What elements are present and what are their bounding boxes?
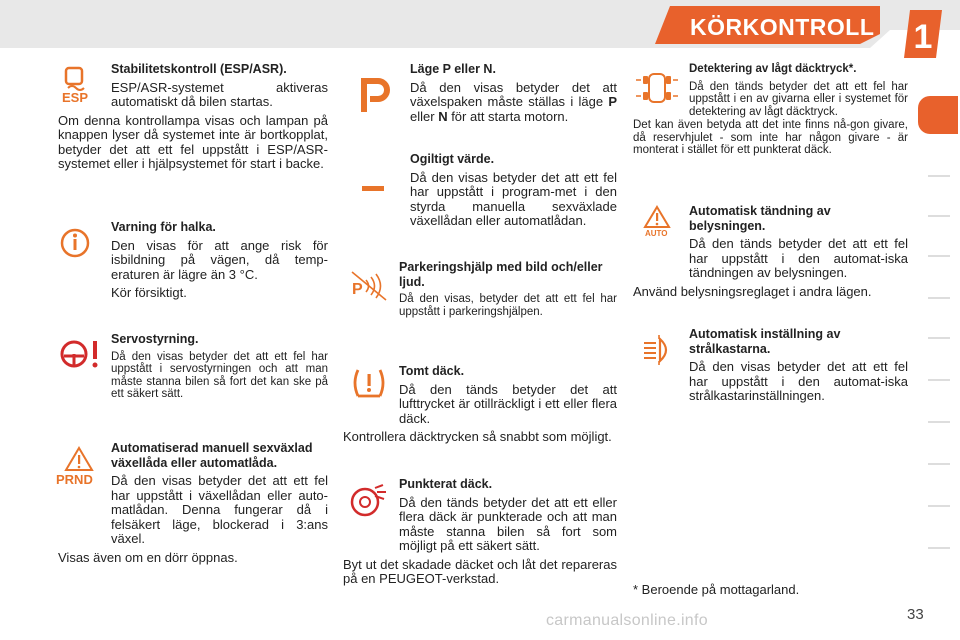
esp-text-1: ESP/ASR-systemet aktiveras automatiskt då bilen startas. [111, 79, 328, 109]
auto-text-2: Visas även om en dörr öppnas. [58, 549, 238, 565]
tomt-text-1: Då den tänds betyder det att lufttrycket är otillräckligt i ett eller flera däck. [399, 381, 617, 426]
page-number: 33 [907, 606, 924, 623]
lage-text: Då den visas betyder det att växelspaken måste ställas i läge P eller N för att starta motorn. [410, 79, 617, 124]
lage-title: Läge P eller N. [410, 62, 496, 76]
tand-text-2: Använd belysningsreglaget i andra lägen. [633, 283, 872, 299]
chapter-badge [904, 10, 942, 58]
park-title: Parkeringshjälp med bild och/eller ljud. [399, 260, 603, 289]
footnote: * Beroende på mottagarland. [633, 582, 800, 597]
servo-text: Då den visas betyder det att ett fel har uppstått i servostyrningen och att man måste stanna bilen så fort det kan ske på ett säkert sätt. [111, 350, 328, 400]
svg-text:ESP: ESP [62, 90, 89, 104]
auto-title: Automatiserad manuell sexväxlad växellåda eller automatlåda. [111, 441, 313, 470]
svg-text:P: P [352, 281, 363, 298]
stral-title: Automatisk inställning av strålkastarna. [689, 327, 841, 356]
servo-title: Servostyrning. [111, 332, 199, 346]
halka-text-1: Den visas för att ange risk för isbildning på vägen, då temp-eraturen är lägre än 3 °C. [111, 237, 328, 282]
active-chapter-tab[interactable] [918, 96, 958, 134]
punkt-text-1: Då den tänds betyder det att ett eller flera däck är punkterade och att man måste stanna bilen så fort som möjligt på ett säkert sätt. [399, 494, 617, 553]
punkt-text-2: Byt ut det skadade däcket och låt det repareras på en PEUGEOT-verkstad. [343, 556, 617, 586]
halka-title: Varning för halka. [111, 220, 216, 234]
page-title: KÖRKONTROLL [690, 14, 875, 40]
lagt-title: Detektering av lågt däcktryck*. [689, 63, 857, 75]
tand-title: Automatisk tändning av belysningen. [689, 204, 831, 233]
tomt-title: Tomt däck. [399, 364, 465, 378]
halka-text-2: Kör försiktigt. [111, 285, 187, 300]
svg-text:AUTO: AUTO [645, 229, 668, 237]
lagt-text-2: Det kan även betyda att det inte finns nå-gon givare, då reservhjulet - som inte har någon givare - är monterat i stället för ett punkterat däck. [633, 119, 908, 156]
stral-text: Då den visas betyder det att ett fel har uppstått i den automat-iska strålkastarinställningen. [689, 359, 908, 403]
esp-text-2: Om denna kontrollampa visas och lampan på knappen lyser då systemet inte är bortkopplat, betyder det att ett fel uppstått i ESP/ASR-systemet eller i hjälpsystemet för start i backe. [58, 112, 328, 171]
ogiltigt-text: Då den visas betyder det att ett fel har uppstått i program-met i den styrda manuella sexväxlade växellådan eller automatlådan. [410, 169, 617, 228]
svg-text:PRND: PRND [56, 472, 93, 486]
ogiltigt-title: Ogiltigt värde. [410, 152, 495, 166]
chapter-number: 1 [913, 18, 933, 56]
chapter-tabs[interactable] [928, 65, 950, 575]
tand-text-1: Då den tänds betyder det att ett fel har uppstått i den automat-iska tändningen av belysningen. [689, 236, 908, 280]
lagt-text-1: Då den tänds betyder det att ett fel har uppstått i en av givarna eller i systemet för detektering av lågt däcktryck. [689, 80, 908, 118]
park-text: Då den visas, betyder det att ett fel har uppstått i parkeringshjälpen. [399, 293, 617, 318]
esp-title: Stabilitetskontroll (ESP/ASR). [111, 62, 287, 76]
tomt-text-2: Kontrollera däcktrycken så snabbt som möjligt. [343, 429, 612, 444]
auto-text-1: Då den visas betyder det att ett fel har uppstått i växellådan eller auto-matlådan. Denna fungerar då i felsäkert läge, blockerad i 3:ans växel. [111, 473, 328, 546]
punkt-title: Punkterat däck. [399, 477, 493, 491]
watermark[interactable]: carmanualsonline.info [546, 612, 708, 629]
